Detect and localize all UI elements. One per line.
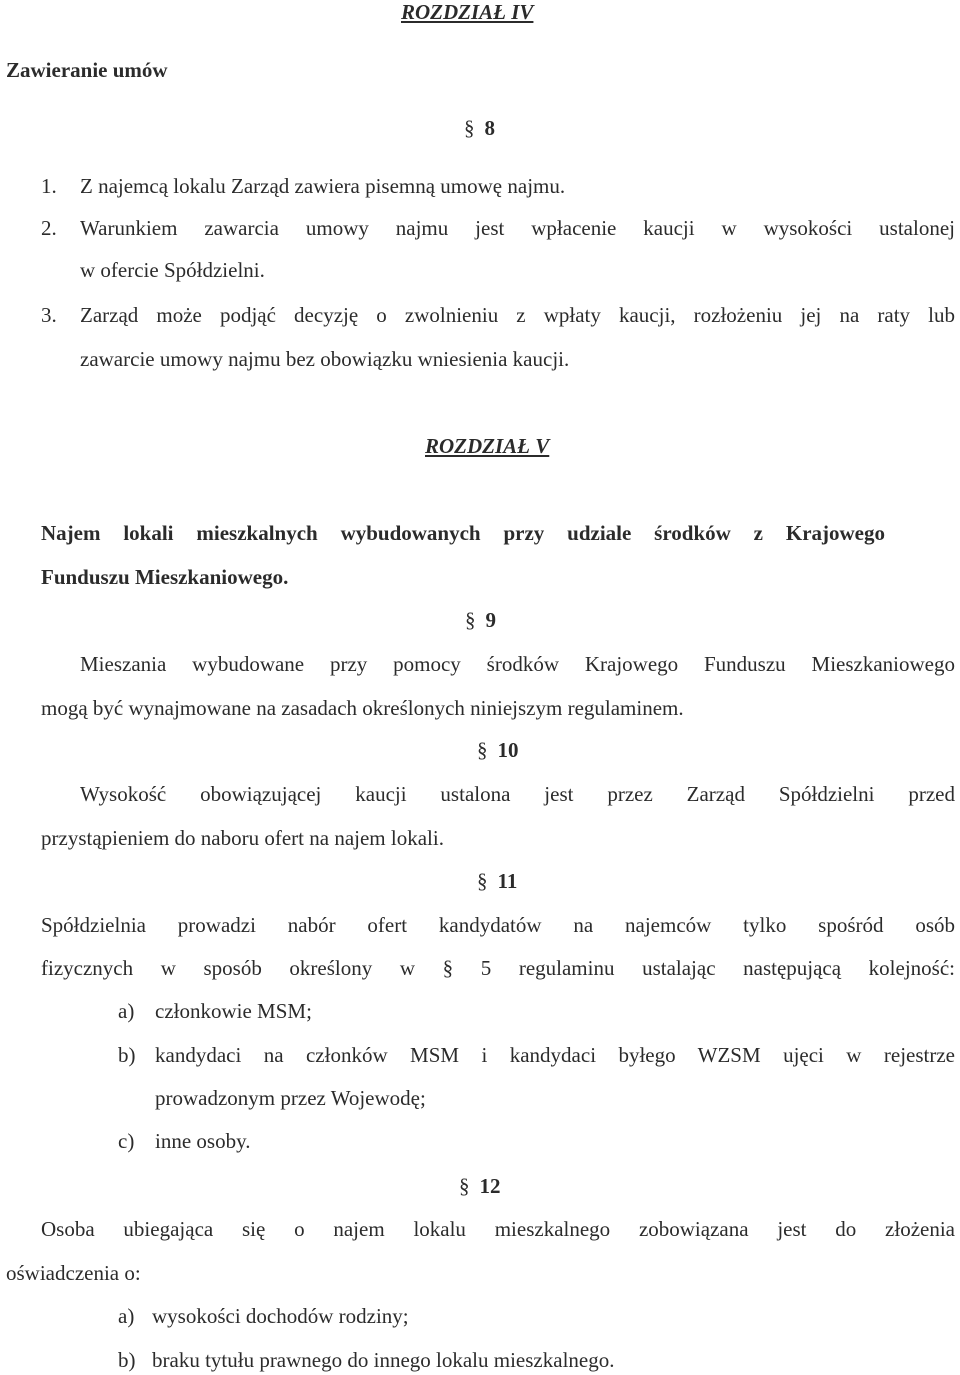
- list-item-text: inne osoby.: [155, 1129, 251, 1153]
- list-letter: b): [118, 1043, 136, 1067]
- section-symbol: §: [477, 738, 488, 762]
- section-heading-11: [477, 871, 517, 892]
- section-number: 9: [485, 608, 496, 632]
- section-symbol: §: [477, 869, 488, 893]
- list-item-text-cont: w ofercie Spółdzielni.: [80, 258, 265, 282]
- section-heading-12: [459, 1176, 501, 1197]
- list-item-text-cont: prowadzonym przez Wojewodę;: [155, 1086, 426, 1110]
- list-item-text: członkowie MSM;: [155, 999, 312, 1023]
- chapter-title-cont: Funduszu Mieszkaniowego.: [41, 565, 289, 589]
- section-number: 10: [497, 738, 519, 762]
- section-heading-9: [465, 610, 496, 631]
- list-item-text: Warunkiem zawarcia umowy najmu jest wpłacenie kaucji w wysokości ustalonej: [80, 216, 955, 240]
- paragraph-text: Osoba ubiegająca się o najem lokalu mieszkalnego zobowiązana jest do złożenia: [41, 1217, 955, 1241]
- list-item-text-cont: zawarcie umowy najmu bez obowiązku wniesienia kaucji.: [80, 347, 570, 371]
- paragraph-text: Spółdzielnia prowadzi nabór ofert kandydatów na najemców tylko spośród osób: [41, 913, 955, 937]
- paragraph-text: Wysokość obowiązującej kaucji ustalona jest przez Zarząd Spółdzielni przed: [80, 782, 955, 806]
- section-symbol: §: [459, 1174, 470, 1198]
- list-number: 3.: [41, 303, 57, 327]
- paragraph-text-cont: przystąpieniem do naboru ofert na najem lokali.: [41, 826, 444, 850]
- chapter-heading: ROZDZIAŁ IV: [401, 0, 534, 24]
- list-item-text: Zarząd może podjąć decyzję o zwolnieniu z wpłaty kaucji, rozłożeniu jej na raty lub: [80, 303, 955, 327]
- list-letter: a): [118, 999, 135, 1023]
- list-letter: a): [118, 1304, 135, 1328]
- section-number: 12: [479, 1174, 501, 1198]
- paragraph-text-cont: mogą być wynajmowane na zasadach określonych niniejszym regulaminem.: [41, 696, 684, 720]
- chapter-title: Najem lokali mieszkalnych wybudowanych przy udziale środków z Krajowego: [41, 521, 885, 545]
- section-symbol: §: [465, 608, 476, 632]
- paragraph-text-cont: fizycznych w sposób określony w § 5 regulaminu ustalając następującą kolejność:: [41, 956, 955, 980]
- list-item-text: wysokości dochodów rodziny;: [152, 1304, 409, 1328]
- list-item-text: Z najemcą lokalu Zarząd zawiera pisemną umowę najmu.: [80, 174, 566, 198]
- chapter-title: Zawieranie umów: [6, 58, 168, 82]
- paragraph-text: Mieszania wybudowane przy pomocy środków Krajowego Funduszu Mieszkaniowego: [80, 652, 955, 676]
- list-number: 1.: [41, 174, 57, 198]
- section-heading-8: [464, 118, 495, 139]
- paragraph-text-cont: oświadczenia o:: [6, 1261, 141, 1285]
- section-heading-10: [477, 740, 519, 761]
- list-number: 2.: [41, 216, 57, 240]
- section-number: 11: [497, 869, 518, 893]
- list-item-text: kandydaci na członków MSM i kandydaci byłego WZSM ujęci w rejestrze: [155, 1043, 955, 1067]
- list-letter: b): [118, 1348, 136, 1372]
- chapter-heading: ROZDZIAŁ V: [425, 434, 550, 458]
- section-number: 8: [484, 116, 495, 140]
- list-item-text: braku tytułu prawnego do innego lokalu mieszkalnego.: [152, 1348, 615, 1372]
- list-letter: c): [118, 1129, 135, 1153]
- section-symbol: §: [464, 116, 475, 140]
